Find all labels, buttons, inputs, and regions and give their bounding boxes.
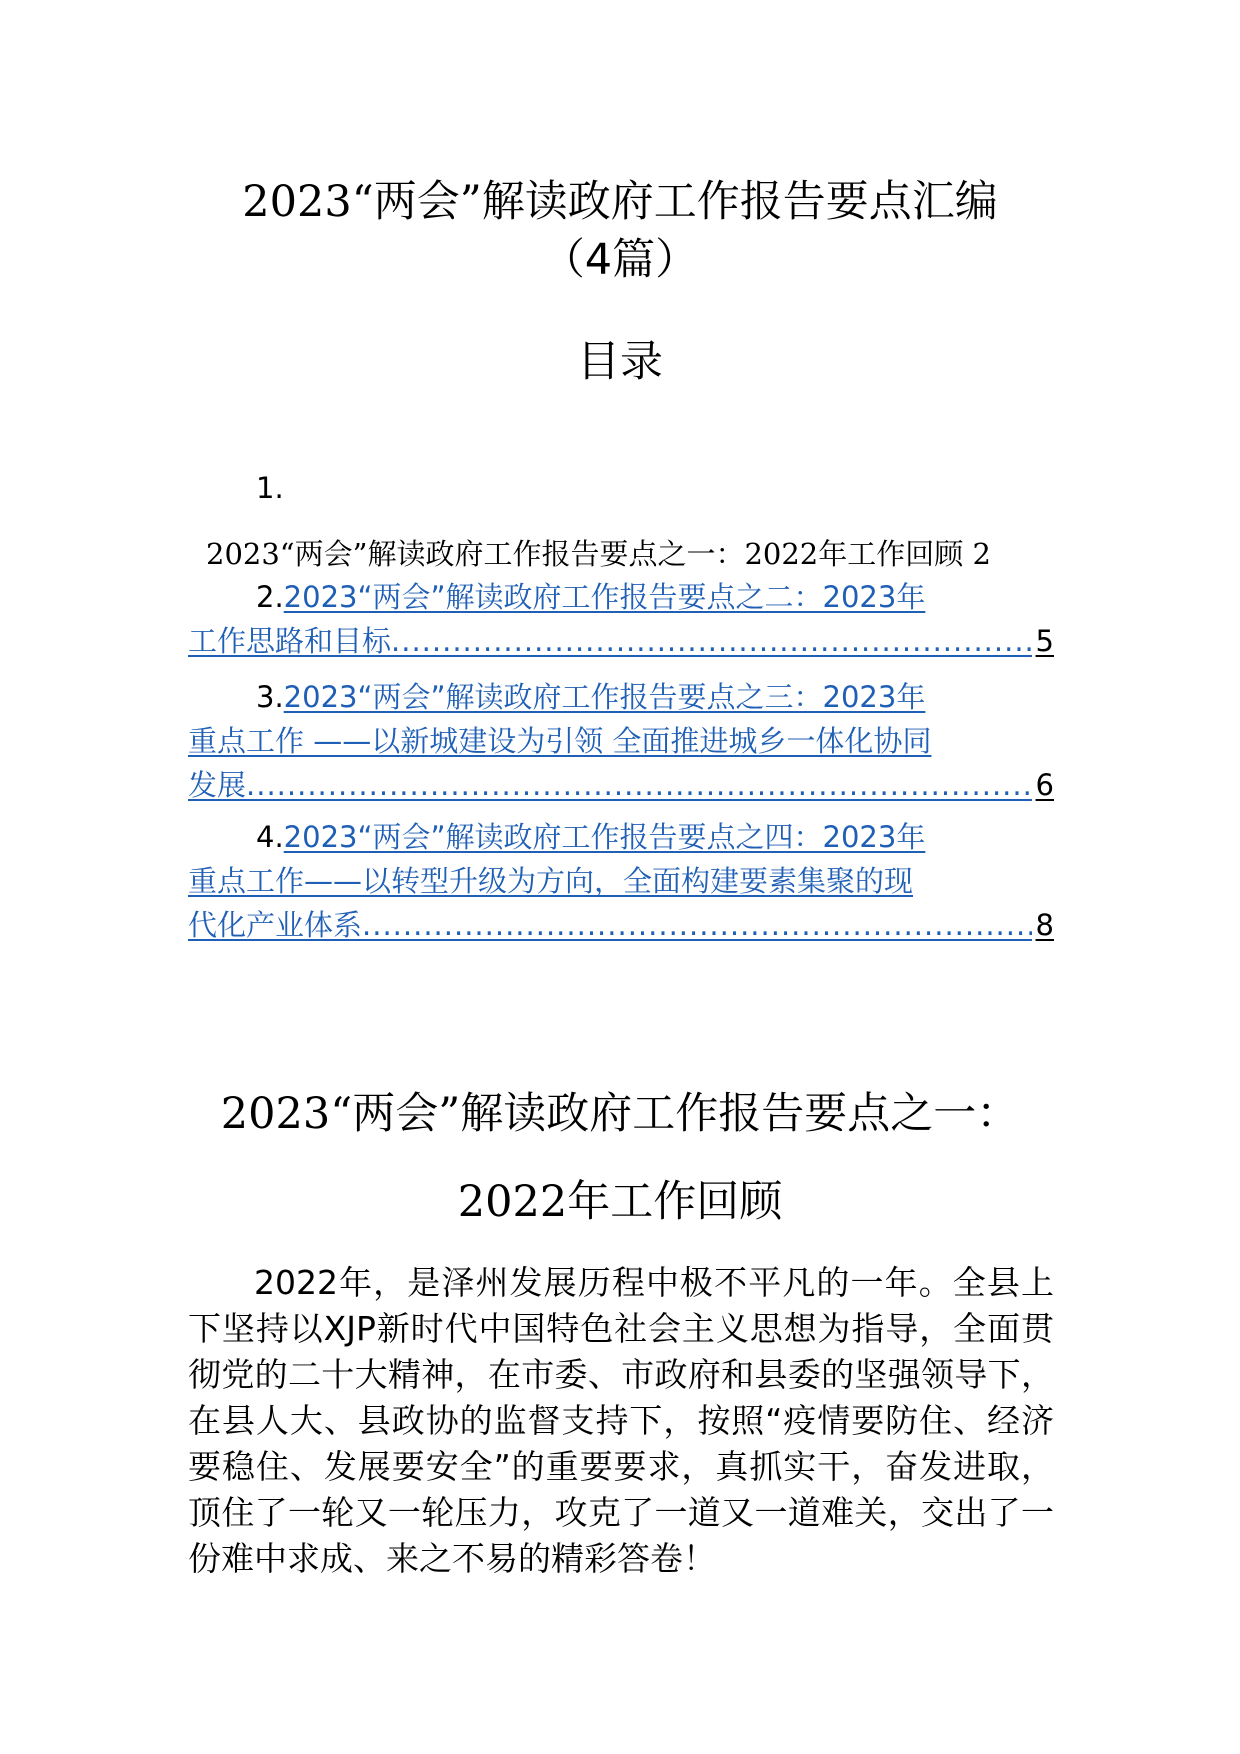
- toc-item-4-number: 4.: [256, 820, 284, 854]
- toc-item-3-number: 3.: [256, 680, 284, 714]
- section-subtitle: 2022年工作回顾: [457, 1177, 783, 1227]
- toc-item-4-link-line3[interactable]: 代化产业体系: [188, 908, 363, 942]
- toc-item-2-leader: [391, 619, 1032, 663]
- toc-item-4-link-line1[interactable]: 2023“两会”解读政府工作报告要点之四：2023年: [283, 820, 926, 854]
- document-subtitle: （4篇）: [541, 235, 699, 285]
- toc-item-1-page: 2: [972, 537, 991, 571]
- toc-item-2-link-line1[interactable]: 2023“两会”解读政府工作报告要点之二：2023年: [283, 580, 926, 614]
- toc-item-1[interactable]: [188, 532, 1054, 576]
- section-paragraph: 2022年，是泽州发展历程中极不平凡的一年。全县上下坚持以XJP新时代中国特色社会主义思想为指导，全面贯彻党的二十大精神，在市委、市政府和县委的坚强领导下，在县人大、县政协的监督支持下，按照“疫情要防住、经济要稳住、发展要安全”的重要要求，真抓实干，奋发进取，顶住了一轮又一轮压力，攻克了一道又一道难关，交出了一份难中求成、来之不易的精彩答卷！: [188, 1263, 1054, 1578]
- toc-item-3-page: 6: [1035, 768, 1054, 802]
- section-title: 2023“两会”解读政府工作报告要点之一：: [220, 1089, 1020, 1139]
- toc-item-2[interactable]: [188, 575, 1054, 663]
- toc-item-2-number: 2.: [256, 580, 284, 614]
- toc-item-3-link-line2[interactable]: 重点工作 ——以新城建设为引领 全面推进城乡一体化协同: [188, 724, 932, 758]
- toc-item-3-leader: [246, 763, 1032, 807]
- toc-item-4-page: 8: [1035, 908, 1054, 942]
- toc-item-1-number: 1.: [256, 471, 284, 505]
- toc-item-1-label: 2023“两会”解读政府工作报告要点之一：2022年工作回顾: [206, 537, 964, 571]
- toc-item-3[interactable]: [188, 675, 1054, 807]
- toc-item-3-link-line1[interactable]: 2023“两会”解读政府工作报告要点之三：2023年: [283, 680, 926, 714]
- toc-item-2-page: 5: [1035, 624, 1054, 658]
- toc-item-4-link-line2[interactable]: 重点工作——以转型升级为方向，全面构建要素集聚的现: [188, 864, 914, 898]
- toc-item-2-link-line2[interactable]: 工作思路和目标: [188, 624, 392, 658]
- toc-item-3-link-line3[interactable]: 发展: [188, 768, 247, 802]
- toc-item-4-leader: [362, 903, 1032, 947]
- toc-heading: 目录: [577, 337, 663, 387]
- document-title: 2023“两会”解读政府工作报告要点汇编: [242, 177, 998, 227]
- toc-item-4[interactable]: [188, 815, 1054, 947]
